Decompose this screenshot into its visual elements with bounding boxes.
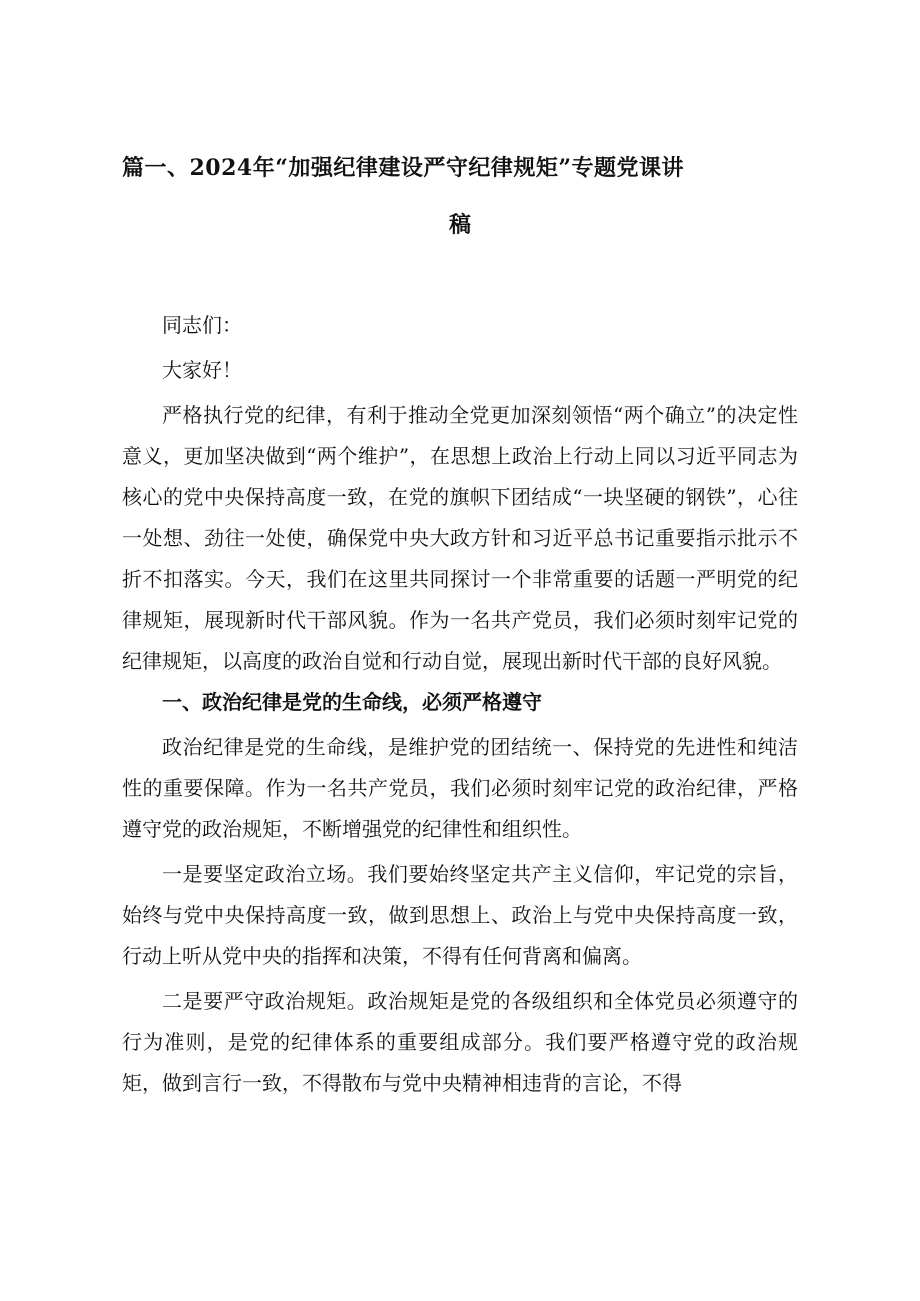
document-title-continuation: 稿	[448, 212, 471, 238]
document-body	[122, 305, 798, 1104]
greeting: 大家好！	[162, 358, 242, 382]
body-paragraph: 政治纪律是党的生命线，是维护党的团结统一、保持党的先进性和纯洁性的重要保障。作为一名共产党员，我们必须时刻牢记党的政治纪律，严格遵守党的政治规矩，不断增强党的纪律性和组织性。	[122, 735, 798, 841]
body-paragraph: 二是要严守政治规矩。政治规矩是党的各级组织和全体党员必须遵守的行为准则，是党的纪律体系的重要组成部分。我们要严格遵守党的政治规矩，做到言行一致，不得散布与党中央精神相违背的言论，不得	[122, 989, 798, 1095]
salutation: 同志们：	[162, 313, 242, 337]
body-paragraph: 一是要坚定政治立场。我们要始终坚定共产主义信仰，牢记党的宗旨，始终与党中央保持高度一致，做到思想上、政治上与党中央保持高度一致，行动上听从党中央的指挥和决策，不得有任何背离和偏离。	[122, 862, 798, 968]
document-title: 篇一、2024年“加强纪律建设严守纪律规矩”专题党课讲	[122, 155, 685, 181]
intro-paragraph: 严格执行党的纪律，有利于推动全党更加深刻领悟“两个确立”的决定性意义，更加坚决做到“两个维护”，在思想上政治上行动上同以习近平同志为核心的党中央保持高度一致，在党的旗帜下团结成“一块坚硬的钢铁”，心往一处想、劲往一处使，确保党中央大政方针和习近平总书记重要指示批示不折不扣落实。今天，我们在这里共同探讨一个非常重要的话题一严明党的纪律规矩，展现新时代干部风貌。作为一名共产党员，我们必须时刻牢记党的纪律规矩，以高度的政治自觉和行动自觉，展现出新时代干部的良好风貌。	[122, 403, 798, 673]
section-heading: 一、政治纪律是党的生命线，必须严格遵守	[162, 690, 542, 714]
